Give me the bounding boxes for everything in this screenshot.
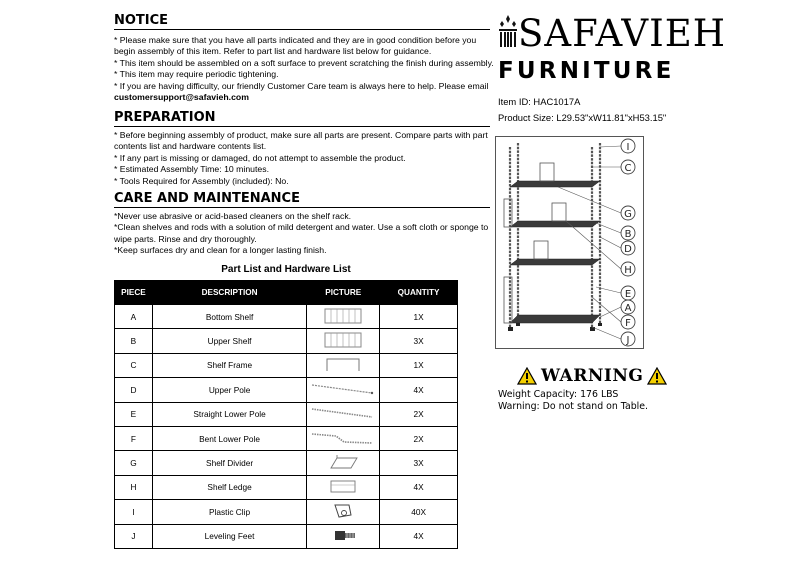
quantity-cell: 3X (380, 451, 458, 475)
description-cell: Bent Lower Pole (152, 426, 306, 450)
parts-table-header-row (115, 281, 458, 305)
quantity-cell: 40X (380, 500, 458, 524)
description-cell: Straight Lower Pole (152, 402, 306, 426)
description-cell: Leveling Feet (152, 524, 306, 548)
weight-capacity: Weight Capacity: 176 LBS (498, 389, 619, 400)
callout-B: B (624, 229, 632, 240)
preparation-line-3: * Estimated Assembly Time: 10 minutes. (114, 164, 269, 175)
parts-table (114, 280, 458, 549)
preparation-line-4: * Tools Required for Assembly (included): No. (114, 175, 289, 186)
picture-cell (307, 353, 380, 377)
piece-cell: I (115, 500, 153, 524)
warning-triangle-icon (647, 367, 667, 385)
table-row (115, 353, 458, 377)
picture-cell (307, 329, 380, 353)
callout-A: A (624, 303, 632, 314)
care-line-1: *Never use abrasive or acid-based cleaners on the shelf rack. (114, 211, 352, 221)
piece-cell: F (115, 426, 153, 450)
table-row (115, 305, 458, 329)
quantity-cell: 2X (380, 426, 458, 450)
product-size: Product Size: L29.53"xW11.81"xH53.15" (498, 112, 667, 123)
table-row (115, 524, 458, 548)
table-row (115, 475, 458, 499)
shelf-ledge-icon (313, 476, 373, 496)
notice-line-2: * This item should be assembled on a soft surface to prevent scratching the finish during assembly. (114, 57, 494, 68)
piece-cell: E (115, 402, 153, 426)
quantity-cell: 3X (380, 329, 458, 353)
callout-F: F (625, 318, 631, 329)
safavieh-logo-icon (497, 14, 519, 50)
preparation-line-1: * Before beginning assembly of product, make sure all parts are present. Compare parts with part contents list and hardware contents list. (114, 130, 488, 152)
description-cell: Shelf Frame (152, 353, 306, 377)
callout-E: E (624, 289, 632, 300)
warning-label: WARNING (541, 366, 644, 386)
quantity-cell: 1X (380, 353, 458, 377)
piece-cell: B (115, 329, 153, 353)
piece-cell: D (115, 378, 153, 402)
picture-cell (307, 524, 380, 548)
notice-line-3: * This item may require periodic tightening. (114, 69, 279, 80)
brand-name: SAFAVIEH (518, 12, 727, 55)
description-cell: Plastic Clip (152, 500, 306, 524)
notice-line-4: * If you are having difficulty, our friendly Customer Care team is always here to help. Please email (114, 80, 489, 91)
warning-banner (517, 365, 667, 387)
bent-lower-pole-icon (308, 428, 378, 448)
quantity-cell: 1X (380, 305, 458, 329)
care-line-3: *Keep surfaces dry and clean for a longer lasting finish. (114, 245, 327, 256)
support-email[interactable]: customersupport@safavieh.com (114, 92, 249, 103)
care-line-2: *Clean shelves and rods with a solution of mild detergent and water. Use a soft cloth or sponge to wipe parts. Rinse and dry thoroughly. (114, 222, 489, 244)
piece-cell: H (115, 475, 153, 499)
picture-cell (307, 402, 380, 426)
notice-heading: NOTICE (114, 13, 490, 30)
care-heading: CARE AND MAINTENANCE (114, 191, 490, 208)
table-row (115, 378, 458, 402)
piece-cell: A (115, 305, 153, 329)
callout-I: I (626, 142, 630, 153)
care-text (114, 211, 494, 257)
shelf-divider-icon (313, 452, 373, 472)
notice-line-1: * Please make sure that you have all parts indicated and they are in good condition before you begin assembly of this item. Refer to part list and hardware list below for guidance. (114, 35, 477, 57)
straight-lower-pole-icon (308, 403, 378, 423)
picture-cell (307, 305, 380, 329)
picture-cell (307, 451, 380, 475)
picture-cell (307, 475, 380, 499)
parts-table-title: Part List and Hardware List (221, 264, 351, 275)
warning-triangle-icon (517, 367, 537, 385)
column-header-quantity: QUANTITY (380, 281, 458, 305)
assembly-diagram (495, 136, 644, 349)
upper-shelf-icon (313, 330, 373, 350)
picture-cell (307, 500, 380, 524)
table-row (115, 451, 458, 475)
picture-cell (307, 378, 380, 402)
picture-cell (307, 426, 380, 450)
table-row (115, 426, 458, 450)
preparation-text (114, 130, 494, 187)
shelf-frame-icon (313, 354, 373, 374)
preparation-heading: PREPARATION (114, 110, 490, 127)
description-cell: Bottom Shelf (152, 305, 306, 329)
column-header-description: DESCRIPTION (152, 281, 306, 305)
warning-note: Warning: Do not stand on Table. (498, 401, 649, 412)
description-cell: Upper Shelf (152, 329, 306, 353)
notice-text (114, 35, 494, 103)
piece-cell: C (115, 353, 153, 377)
description-cell: Upper Pole (152, 378, 306, 402)
brand-subtitle: FURNITURE (498, 58, 675, 84)
quantity-cell: 2X (380, 402, 458, 426)
callout-C: C (624, 163, 632, 174)
callout-D: D (624, 244, 632, 255)
quantity-cell: 4X (380, 378, 458, 402)
callout-H: H (624, 265, 632, 276)
piece-cell: J (115, 524, 153, 548)
description-cell: Shelf Ledge (152, 475, 306, 499)
shelf-rack-illustration (496, 137, 643, 348)
quantity-cell: 4X (380, 475, 458, 499)
callout-G: G (624, 209, 632, 220)
item-id: Item ID: HAC1017A (498, 96, 581, 107)
table-row (115, 329, 458, 353)
piece-cell: G (115, 451, 153, 475)
plastic-clip-icon (313, 501, 373, 521)
column-header-picture: PICTURE (307, 281, 380, 305)
callout-J: J (626, 335, 630, 346)
column-header-piece: PIECE (115, 281, 153, 305)
preparation-line-2: * If any part is missing or damaged, do not attempt to assemble the product. (114, 152, 406, 163)
quantity-cell: 4X (380, 524, 458, 548)
bottom-shelf-icon (313, 306, 373, 326)
upper-pole-icon (308, 379, 378, 399)
description-cell: Shelf Divider (152, 451, 306, 475)
table-row (115, 500, 458, 524)
table-row (115, 402, 458, 426)
leveling-feet-icon (313, 525, 373, 545)
